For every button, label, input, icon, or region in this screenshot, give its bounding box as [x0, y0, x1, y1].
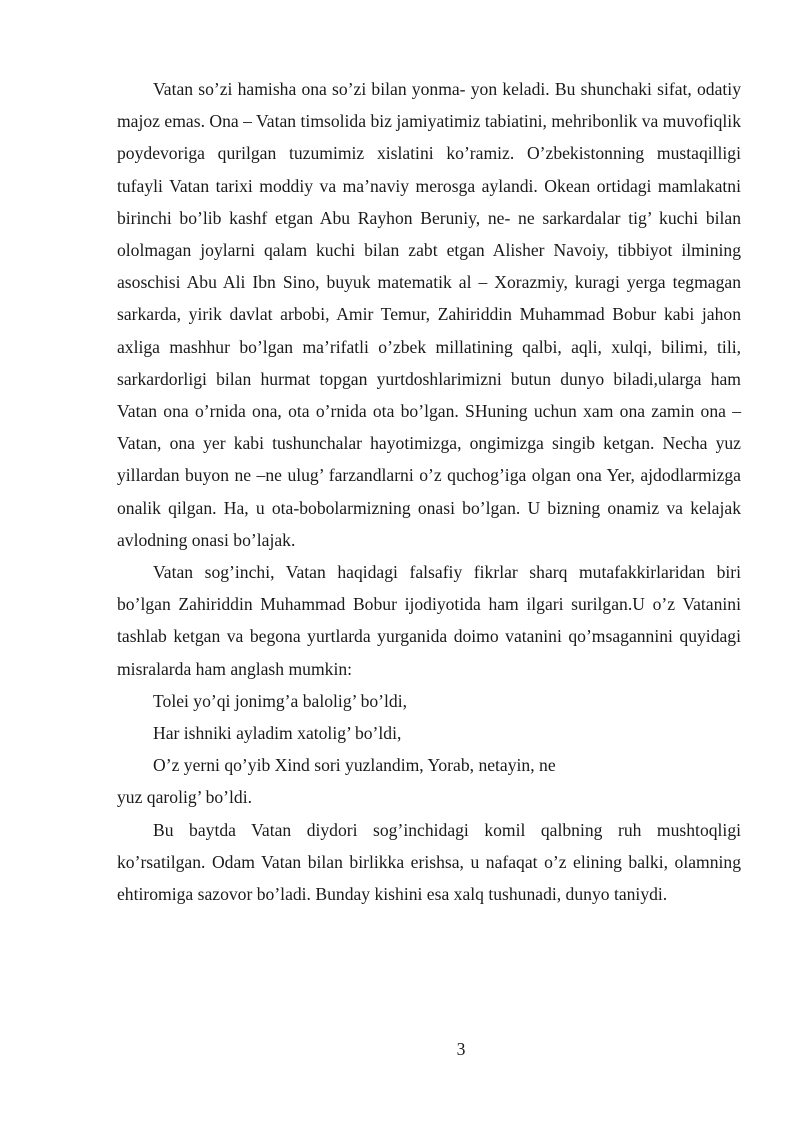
paragraph-bayt-commentary: Bu baytda Vatan diydori sog’inchidagi komil qalbning ruh mushtoqligi ko’rsatilgan. Odam Vatan bilan birlikka erishsa, u nafaqat o’z elining balki, olamning ehtiromiga sazovor bo’ladi. Bunday kishini esa xalq tushunadi, dunyo taniydi. — [117, 819, 741, 905]
verse-line-1: Tolei yo’qi jonimg’a balolig’ bo’ldi, — [153, 690, 407, 711]
verse-line-2: Har ishniki ayladim xatolig’ bo’ldi, — [153, 723, 402, 744]
paragraph-vatan-ona: Vatan so’zi hamisha ona so’zi bilan yonma- yon keladi. Bu shunchaki sifat, odatiy majoz emas. Ona – Vatan timsolida biz jamiyatimiz tabiatini, mehribonlik va muvofiqlik poydevoriga qurilgan tuzumimiz xislatini ko’ramiz. O’zbekistonning mustaqilligi tufayli Vatan tarixi moddiy va ma’naviy merosga aylandi. Okean ortidagi mamlakatni birinchi bo’lib kashf etgan Abu Rayhon Beruniy, ne- ne sarkardalar tig’ kuchi bilan ololmagan joylarni qalam kuchi bilan zabt etgan Alisher Navoiy, tibbiyot ilmining asoschisi Abu Ali Ibn Sino, buyuk matematik al – Xorazmiy, kuragi yerga tegmagan sarkarda, yirik davlat arbobi, Amir Temur, Zahiriddin Muhammad Bobur kabi jahon axliga mashhur bo’lgan ma’rifatli o’zbek millatining qalbi, aqli, xulqi, bilimi, tili, sarkardorligi bilan hurmat topgan yurtdoshlarimizni butun dunyo biladi,ularga ham Vatan ona o’rnida ona, ota o’rnida ota bo’lgan. SHuning uchun xam ona zamin ona –Vatan, ona yer kabi tushunchalar hayotimizga, ongimizga singib ketgan. Necha yuz yillardan buyon ne –ne ulug’ farzandlarni o’z quchog’iga olgan ona Yer, ajdodlarmizga onalik qilgan. Ha, u ota-bobolarmizning onasi bo’lgan. U bizning onamiz va kelajak avlodning onasi bo’lajak. — [117, 79, 741, 550]
paragraph-bobur-intro: Vatan sog’inchi, Vatan haqidagi falsafiy fikrlar sharq mutafakkirlaridan biri bo’lgan Zahiriddin Muhammad Bobur ijodiyotida ham ilgari surilgan.U o’z Vatanini tashlab ketgan va begona yurtlarda yurganida doimo vatanini qo’msagannini quyidagi misralarda ham anglash mumkin: — [117, 562, 741, 679]
verse-line-3: O’z yerni qo’yib Xind sori yuzlandim, Yorab, netayin, ne — [153, 755, 556, 776]
document-page — [117, 73, 741, 910]
page-number: 3 — [456, 1039, 466, 1059]
verse-line-3-continuation: yuz qarolig’ bo’ldi. — [117, 787, 253, 808]
